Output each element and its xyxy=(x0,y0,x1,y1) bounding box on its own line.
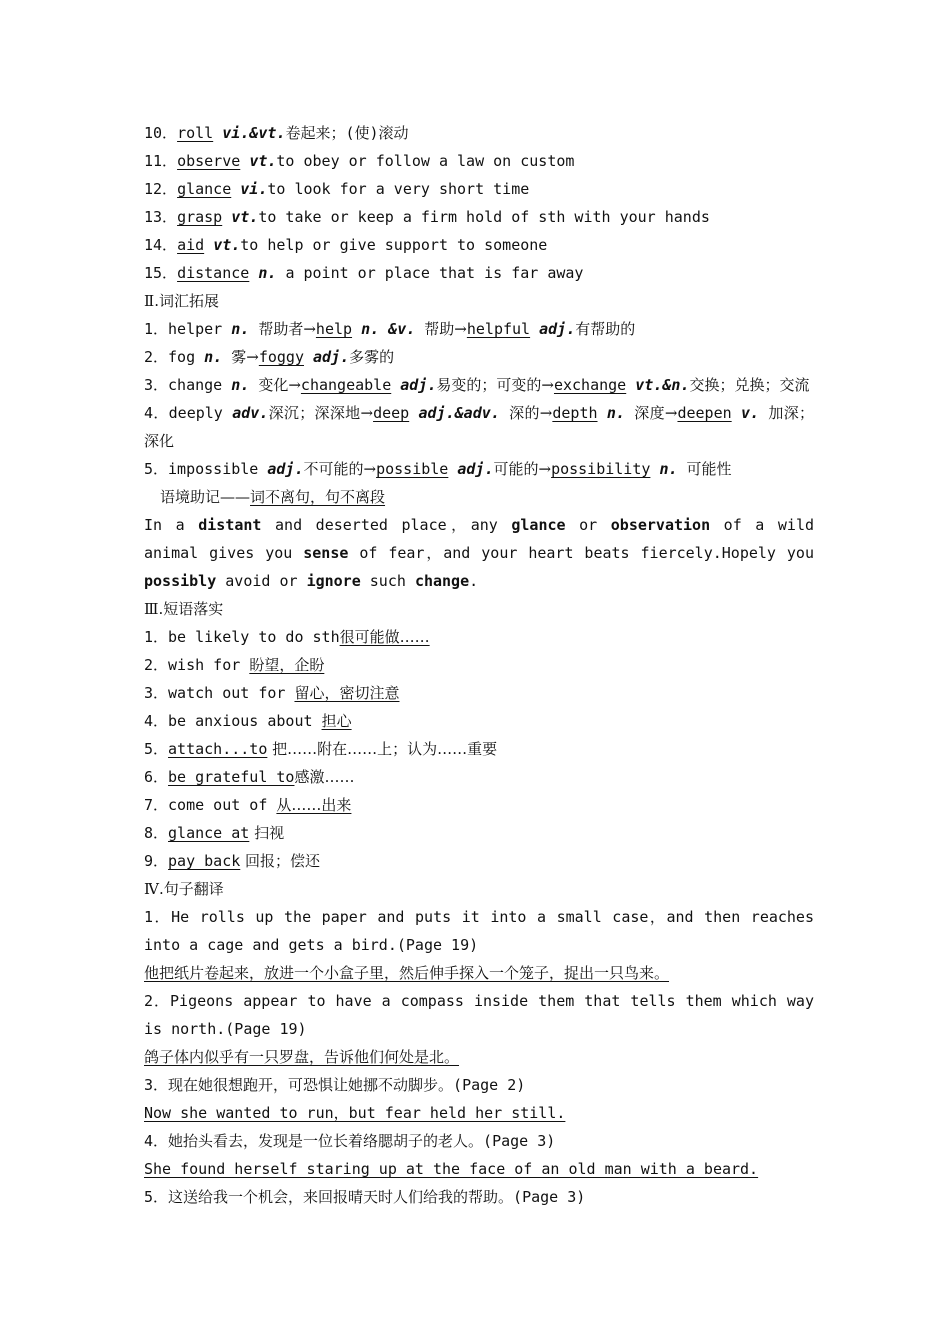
phrase-item: 7．come out of 从……出来 xyxy=(144,796,352,814)
vocab-item: 13．grasp vt.to take or keep a firm hold of sth with your hands xyxy=(144,208,710,226)
expansion-item: 4．deeply adv.深沉；深深地→deep adj.&adv. 深的→depth n. 深度→deepen v. 加深；深化 xyxy=(144,404,815,450)
vocab-word: roll xyxy=(177,124,214,142)
vocab-word: grasp xyxy=(177,208,223,226)
expansion-item: 2．fog n. 雾→foggy adj.多雾的 xyxy=(144,348,395,366)
phrase-item: 4．be anxious about 担心 xyxy=(144,712,352,730)
translation-question: 1．He rolls up the paper and puts it into a small case，and then reaches into a cage and gets a bird.(Page 19) xyxy=(144,908,814,954)
phrase-item: 5．attach...to 把……附在……上；认为……重要 xyxy=(144,740,498,758)
vocab-word: observe xyxy=(177,152,241,170)
translation-question: 5．这送给我一个机会，来回报晴天时人们给我的帮助。(Page 3) xyxy=(144,1188,586,1206)
vocab-word: distance xyxy=(177,264,250,282)
vocab-item: 11．observe vt.to obey or follow a law on custom xyxy=(144,152,575,170)
phrase-item: 9．pay back 回报；偿还 xyxy=(144,852,321,870)
translation-answer: She found herself staring up at the face of an old man with a beard. xyxy=(144,1160,759,1178)
vocab-word: aid xyxy=(177,236,205,254)
phrase-list xyxy=(144,623,814,875)
section-heading-translation: Ⅳ.句子翻译 xyxy=(144,880,224,898)
phrase-item: 1．be likely to do sth很可能做…… xyxy=(144,628,430,646)
translation-question: 3．现在她很想跑开，可恐惧让她挪不动脚步。(Page 2) xyxy=(144,1076,526,1094)
mnemonic-story: In a distant and deserted place，any glance or observation of a wild animal gives you sense of fear，and your heart beats fiercely.Hopely you possibly avoid or ignore such change. xyxy=(144,516,815,590)
vocab-item: 15．distance n. a point or place that is far away xyxy=(144,264,584,282)
vocab-item: 10．roll vi.&vt.卷起来；(使)滚动 xyxy=(144,124,409,142)
phrase-item: 8．glance at 扫视 xyxy=(144,824,285,842)
section-heading-vocab-expansion: Ⅱ.词汇拓展 xyxy=(144,292,219,310)
translation-answer: 他把纸片卷起来，放进一个小盒子里，然后伸手探入一个笼子，捉出一只鸟来。 xyxy=(144,964,670,982)
vocab-word: glance xyxy=(177,180,232,198)
translation-answer xyxy=(144,1211,814,1239)
translation-question: 2．Pigeons appear to have a compass inside them that tells them which way is north.(Page 19) xyxy=(144,992,814,1038)
expansion-item: 3．change n. 变化→changeable adj.易变的；可变的→exchange vt.&n.交换；兑换；交流 xyxy=(144,376,810,394)
phrase-item: 6．be grateful to感激…… xyxy=(144,768,355,786)
translation-answer: Now she wanted to run，but fear held her still. xyxy=(144,1104,566,1122)
translation-question: 4．她抬头看去，发现是一位长着络腮胡子的老人。(Page 3) xyxy=(144,1132,556,1150)
worksheet-page xyxy=(144,119,814,1239)
mnemonic-title: 语境助记——词不离句，句不离段 xyxy=(160,488,386,506)
expansion-item: 1．helper n. 帮助者→help n. &v. 帮助→helpful adj.有帮助的 xyxy=(144,320,636,338)
translation-list xyxy=(144,903,814,1239)
expansion-item: 5．impossible adj.不可能的→possible adj.可能的→possibility n. 可能性 xyxy=(144,460,732,478)
vocab-item: 12．glance vi.to look for a very short time xyxy=(144,180,530,198)
vocab-item: 14．aid vt.to help or give support to someone xyxy=(144,236,548,254)
translation-answer: 鸽子体内似乎有一只罗盘，告诉他们何处是北。 xyxy=(144,1048,460,1066)
vocab-definition-list xyxy=(144,119,814,287)
section-heading-phrases: Ⅲ.短语落实 xyxy=(144,600,224,618)
phrase-item: 2．wish for 盼望，企盼 xyxy=(144,656,325,674)
phrase-item: 3．watch out for 留心，密切注意 xyxy=(144,684,400,702)
